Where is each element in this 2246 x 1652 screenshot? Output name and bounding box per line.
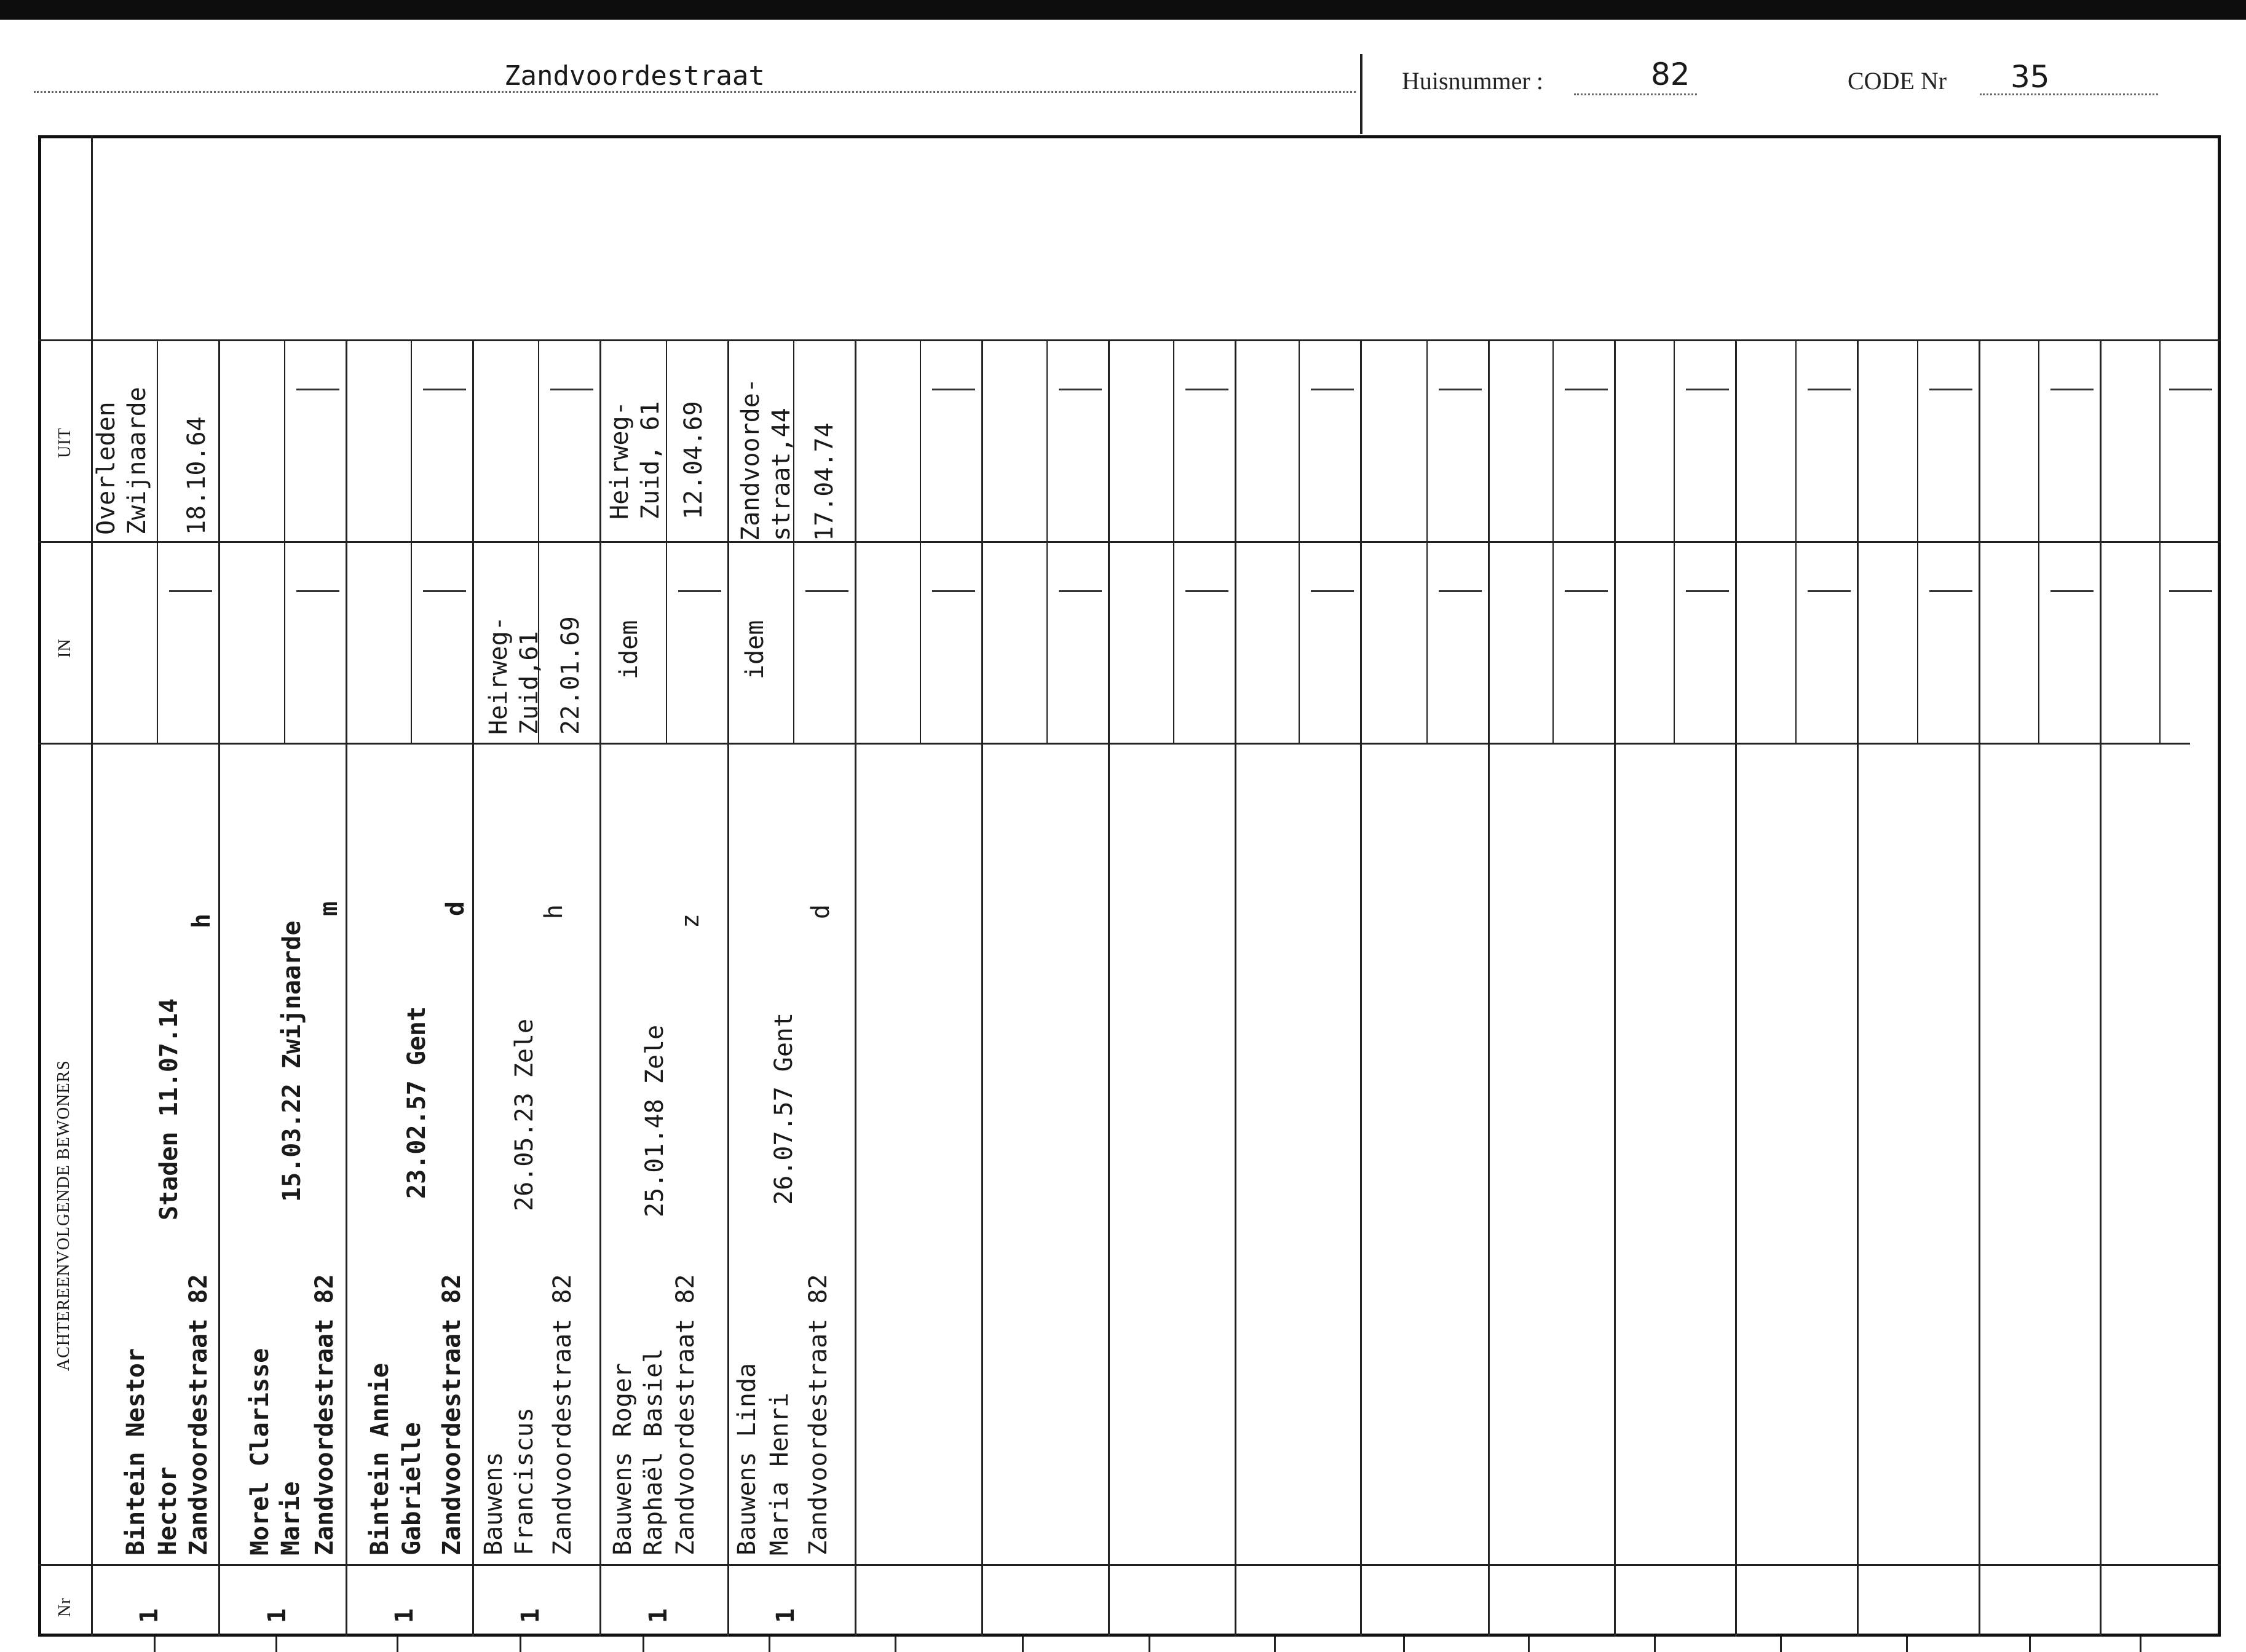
in-place-2: Zuid,61 [515, 631, 544, 735]
resident-nr: 1 [135, 1608, 164, 1623]
scan-top-border [0, 0, 2246, 20]
subcol-line [2038, 339, 2039, 743]
tick [769, 1637, 770, 1652]
out-date: 12.04.69 [679, 401, 708, 520]
subcol-line [1795, 339, 1797, 743]
resident-name-2: Marie [277, 1481, 305, 1555]
resident-code: h [540, 904, 568, 919]
resident-code: h [188, 913, 216, 928]
resident-name-2: Raphaël Basiel [639, 1348, 668, 1555]
col-line [599, 339, 601, 1637]
subcol-line [1173, 339, 1174, 743]
in-place: idem [615, 620, 643, 679]
empty-dash [932, 590, 975, 592]
out-place-2: straat,44 [767, 408, 796, 541]
in-place: Heirweg- [484, 616, 513, 735]
label-column-line [91, 135, 93, 1637]
out-place-2: Zwijnaarde [123, 387, 151, 535]
out-place: Heirweg- [606, 401, 634, 520]
resident-address: Zandvoordestraat 82 [804, 1274, 832, 1555]
resident-name: Bintein Annie [366, 1362, 394, 1555]
resident-nr: 1 [263, 1608, 291, 1623]
tick [1528, 1637, 1530, 1652]
resident-code: z [676, 913, 705, 928]
empty-dash [1059, 389, 1102, 390]
col-line [218, 339, 220, 1637]
out-place-2: Zuid, 61 [636, 401, 665, 520]
empty-dash [169, 590, 212, 592]
empty-dash [2169, 590, 2212, 592]
label-uit: UIT [55, 427, 74, 458]
resident-address: Zandvoordestraat 82 [548, 1274, 577, 1555]
code-number-label: CODE Nr [1848, 67, 1947, 95]
col-line [1235, 339, 1236, 1637]
subcol-line [920, 339, 921, 743]
tick [520, 1637, 521, 1652]
col-line [727, 339, 729, 1637]
empty-dash [1929, 389, 1972, 390]
house-number-dots [1574, 93, 1697, 95]
subcol-line [1046, 339, 1048, 743]
resident-nr: 1 [390, 1608, 419, 1623]
col-line [1857, 339, 1859, 1637]
tick [2140, 1637, 2141, 1652]
resident-name-2: Franciscus [510, 1407, 539, 1555]
empty-dash [1808, 590, 1851, 592]
empty-dash [1311, 590, 1354, 592]
rule-residents-top [38, 743, 2190, 745]
resident-birth: Staden 11.07.14 [155, 998, 183, 1220]
resident-address: Zandvoordestraat 82 [310, 1274, 339, 1555]
tick [1149, 1637, 1150, 1652]
house-number-label: Huisnummer : [1402, 67, 1543, 95]
subcol-line [1917, 339, 1918, 743]
resident-name: Bauwens [480, 1452, 508, 1555]
rule-uit-top [38, 339, 2221, 341]
resident-name: Morel Clarisse [246, 1348, 274, 1555]
code-number-dots [1980, 93, 2158, 95]
label-in: IN [55, 638, 74, 658]
resident-birth: 26.05.23 Zele [510, 1018, 539, 1211]
resident-birth: 23.02.57 Gent [403, 1006, 431, 1199]
out-date: 18.10.64 [183, 416, 211, 535]
resident-address: Zandvoordestraat 82 [671, 1274, 700, 1555]
subcol-line [793, 339, 794, 743]
out-place: Zandvoorde- [737, 378, 765, 541]
empty-dash [1686, 389, 1729, 390]
col-line [1108, 339, 1110, 1637]
in-place: idem [741, 620, 769, 679]
subcol-line [1552, 339, 1554, 743]
rule-nr-top [38, 1564, 2221, 1566]
resident-nr: 1 [772, 1608, 800, 1623]
resident-address: Zandvoordestraat 82 [438, 1274, 466, 1555]
empty-dash [1311, 389, 1354, 390]
col-line [2100, 339, 2102, 1637]
code-number-value: 35 [2011, 59, 2050, 95]
empty-dash [1565, 590, 1608, 592]
tick [895, 1637, 896, 1652]
empty-dash [296, 590, 339, 592]
resident-address: Zandvoordestraat 82 [184, 1274, 213, 1555]
col-line [346, 339, 347, 1637]
label-nr: Nr [55, 1597, 74, 1617]
empty-dash [1808, 389, 1851, 390]
resident-code: d [807, 904, 835, 919]
house-number-value: 82 [1651, 57, 1690, 92]
resident-nr: 1 [516, 1608, 545, 1623]
subcol-line [1299, 339, 1300, 743]
col-line [855, 339, 856, 1637]
resident-birth: 26.07.57 Gent [770, 1012, 798, 1205]
resident-name-2: Gabrielle [398, 1422, 426, 1555]
tick [643, 1637, 644, 1652]
empty-dash [1686, 590, 1729, 592]
tick [1274, 1637, 1276, 1652]
tick [1403, 1637, 1405, 1652]
col-line [981, 339, 983, 1637]
tick [2029, 1637, 2031, 1652]
rule-in-top [38, 541, 2221, 543]
resident-name: Bauwens Linda [733, 1362, 761, 1555]
empty-dash [1565, 389, 1608, 390]
header-divider [1360, 54, 1362, 134]
empty-dash [1439, 389, 1482, 390]
subcol-line [1674, 339, 1675, 743]
street-name: Zandvoordestraat [504, 60, 765, 92]
subcol-line [1426, 339, 1428, 743]
resident-name-2: Hector [154, 1466, 182, 1555]
tick [1654, 1637, 1656, 1652]
subcol-line [157, 339, 158, 743]
col-line [472, 339, 474, 1637]
empty-dash [423, 590, 466, 592]
resident-name: Bauwens Roger [609, 1362, 637, 1555]
tick [1022, 1637, 1024, 1652]
empty-dash [550, 389, 593, 390]
resident-nr: 1 [644, 1608, 673, 1623]
resident-code: d [441, 901, 470, 916]
col-line [1979, 339, 1980, 1637]
empty-dash [1929, 590, 1972, 592]
col-line [1360, 339, 1362, 1637]
empty-dash [805, 590, 848, 592]
empty-dash [678, 590, 721, 592]
empty-dash [1185, 389, 1228, 390]
empty-dash [2169, 389, 2212, 390]
empty-dash [1439, 590, 1482, 592]
subcol-line [411, 339, 412, 743]
empty-dash [1059, 590, 1102, 592]
empty-dash [932, 389, 975, 390]
label-residents: ACHTEREENVOLGENDE BEWONERS [54, 1060, 73, 1371]
empty-dash [2050, 590, 2094, 592]
in-date: 22.01.69 [556, 616, 585, 735]
tick [154, 1637, 156, 1652]
col-line [1488, 339, 1490, 1637]
subcol-line [2159, 339, 2161, 743]
empty-dash [423, 389, 466, 390]
tick [1906, 1637, 1908, 1652]
resident-birth: 25.01.48 Zele [641, 1024, 669, 1217]
out-place: Overleden [92, 401, 121, 535]
empty-dash [1185, 590, 1228, 592]
resident-name: Bintein Nestor [122, 1348, 150, 1555]
empty-dash [296, 389, 339, 390]
tick [275, 1637, 277, 1652]
col-line [1735, 339, 1737, 1637]
tick [1780, 1637, 1782, 1652]
subcol-line [666, 339, 667, 743]
resident-birth: 15.03.22 Zwijnaarde [278, 920, 306, 1202]
tick [397, 1637, 398, 1652]
out-date: 17.04.74 [810, 422, 839, 541]
resident-name-2: Maria Henri [765, 1393, 794, 1555]
subcol-line [284, 339, 285, 743]
resident-code: m [315, 901, 343, 916]
col-line [1614, 339, 1616, 1637]
empty-dash [2050, 389, 2094, 390]
